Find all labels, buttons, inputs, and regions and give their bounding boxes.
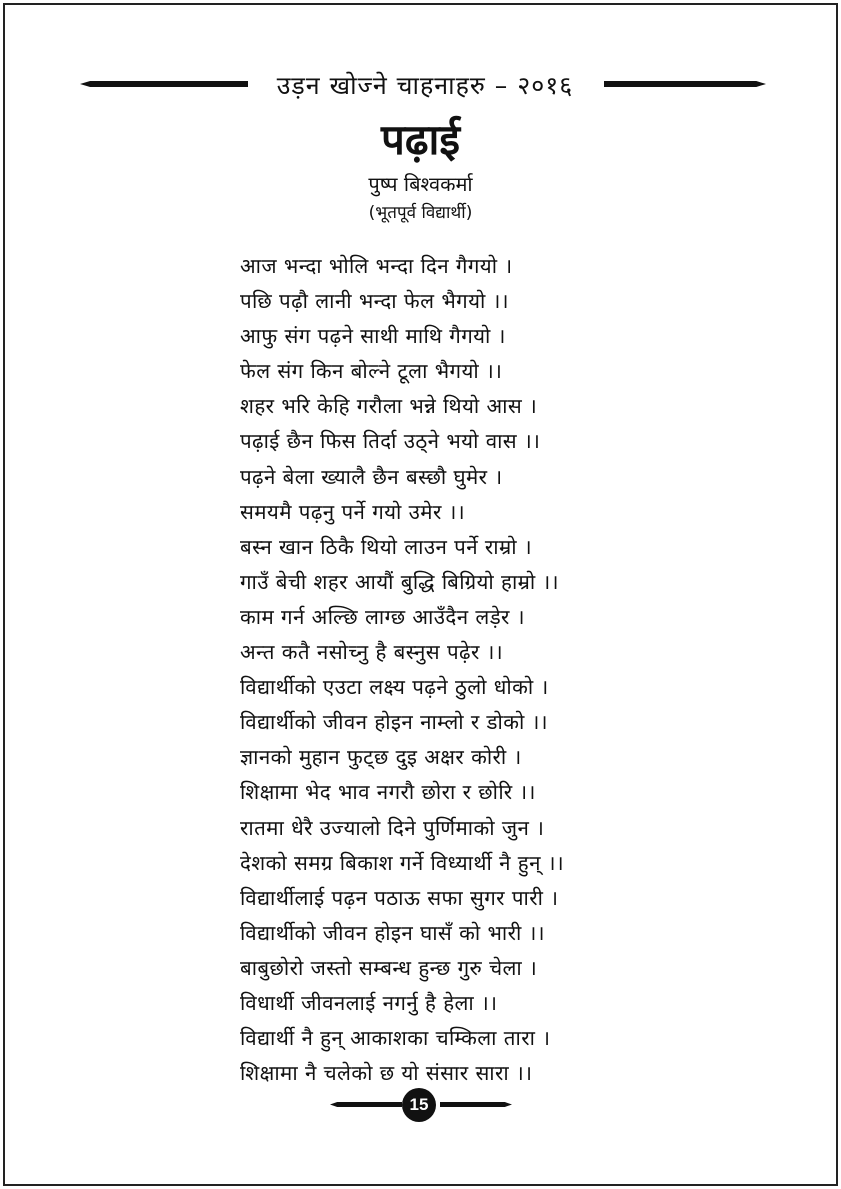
poem-line: बाबुछोरो जस्तो सम्बन्ध हुन्छ गुरु चेला ।	[240, 955, 538, 980]
page-footer	[0, 1088, 841, 1122]
poem-line: समयमै पढ़नु पर्ने गयो उमेर ।।	[240, 499, 465, 524]
poem-line: विद्यार्थी नै हुन् आकाशका चम्किला तारा ।	[240, 1026, 551, 1051]
poem-line: बस्न खान ठिकै थियो लाउन पर्ने राम्रो ।	[240, 534, 533, 559]
book-title: उड़न खोज्ने चाहनाहरु – २०१६	[276, 71, 574, 100]
poem-line: शहर भरि केहि गरौला भन्ने थियो आस ।	[240, 394, 538, 419]
poem-line: ज्ञानको मुहान फुट्छ दुइ अक्षर कोरी ।	[240, 745, 522, 770]
poem-line: पढ़ने बेला ख्यालै छैन बस्छौ घुमेर ।	[240, 464, 503, 489]
poem-line: विद्यार्थीको एउटा लक्ष्य पढ़ने ठुलो धोको ।	[240, 675, 549, 700]
poem-line: विधार्थी जीवनलाई नगर्नु है हेला ।।	[240, 990, 498, 1015]
poem-line: काम गर्न अल्छि लाग्छ आउँदैन लड़ेर ।	[240, 604, 525, 629]
poem-line: विद्यार्थीको जीवन होइन घासँ को भारी ।।	[240, 920, 545, 945]
author-note: (भूतपूर्व विद्यार्थी)	[368, 203, 473, 223]
poem-body	[240, 249, 760, 1091]
poem-line: विद्यार्थीलाई पढ़न पठाऊ सफा सुगर पारी ।	[240, 885, 559, 910]
footer-rule-left	[330, 1102, 402, 1107]
poem-line: आज भन्दा भोलि भन्दा दिन गैगयो ।	[240, 254, 513, 278]
poem-line: शिक्षामा भेद भाव नगरौ छोरा र छोरि ।।	[240, 780, 536, 805]
footer-rule-right	[440, 1102, 512, 1107]
header-rule-left	[80, 81, 248, 87]
poem-line: गाउँ बेची शहर आयौं बुद्धि बिग्रियो हाम्रो ।।	[240, 569, 559, 594]
poem-title: पढ़ाई	[380, 115, 460, 164]
poem-line: फेल संग किन बोल्ने टूला भैगयो ।।	[240, 359, 503, 384]
poem-line: रातमा धेरै उज्यालो दिने पुर्णिमाको जुन ।	[240, 815, 545, 840]
header-rule-right	[604, 81, 766, 87]
poem-line: शिक्षामा नै चलेको छ यो संसार सारा ।।	[240, 1061, 533, 1086]
poem-line: पछि पढ़ौ लानी भन्दा फेल भैगयो ।।	[240, 289, 509, 314]
poem-line: विद्यार्थीको जीवन होइन नाम्लो र डोको ।।	[240, 710, 548, 735]
poem-line: देशको समग्र बिकाश गर्ने विध्यार्थी नै हुन् ।।	[240, 850, 565, 875]
poem-line: आफु संग पढ़ने साथी माथि गैगयो ।	[240, 324, 506, 349]
running-header	[0, 64, 841, 104]
poem-line: पढ़ाई छैन फिस तिर्दा उठ्ने भयो वास ।।	[240, 429, 541, 454]
page-number: 15	[402, 1088, 436, 1122]
poem-line: अन्त कतै नसोच्नु है बस्नुस पढ़ेर ।।	[240, 640, 503, 665]
poem-author: पुष्प बिश्वकर्मा	[368, 172, 473, 196]
